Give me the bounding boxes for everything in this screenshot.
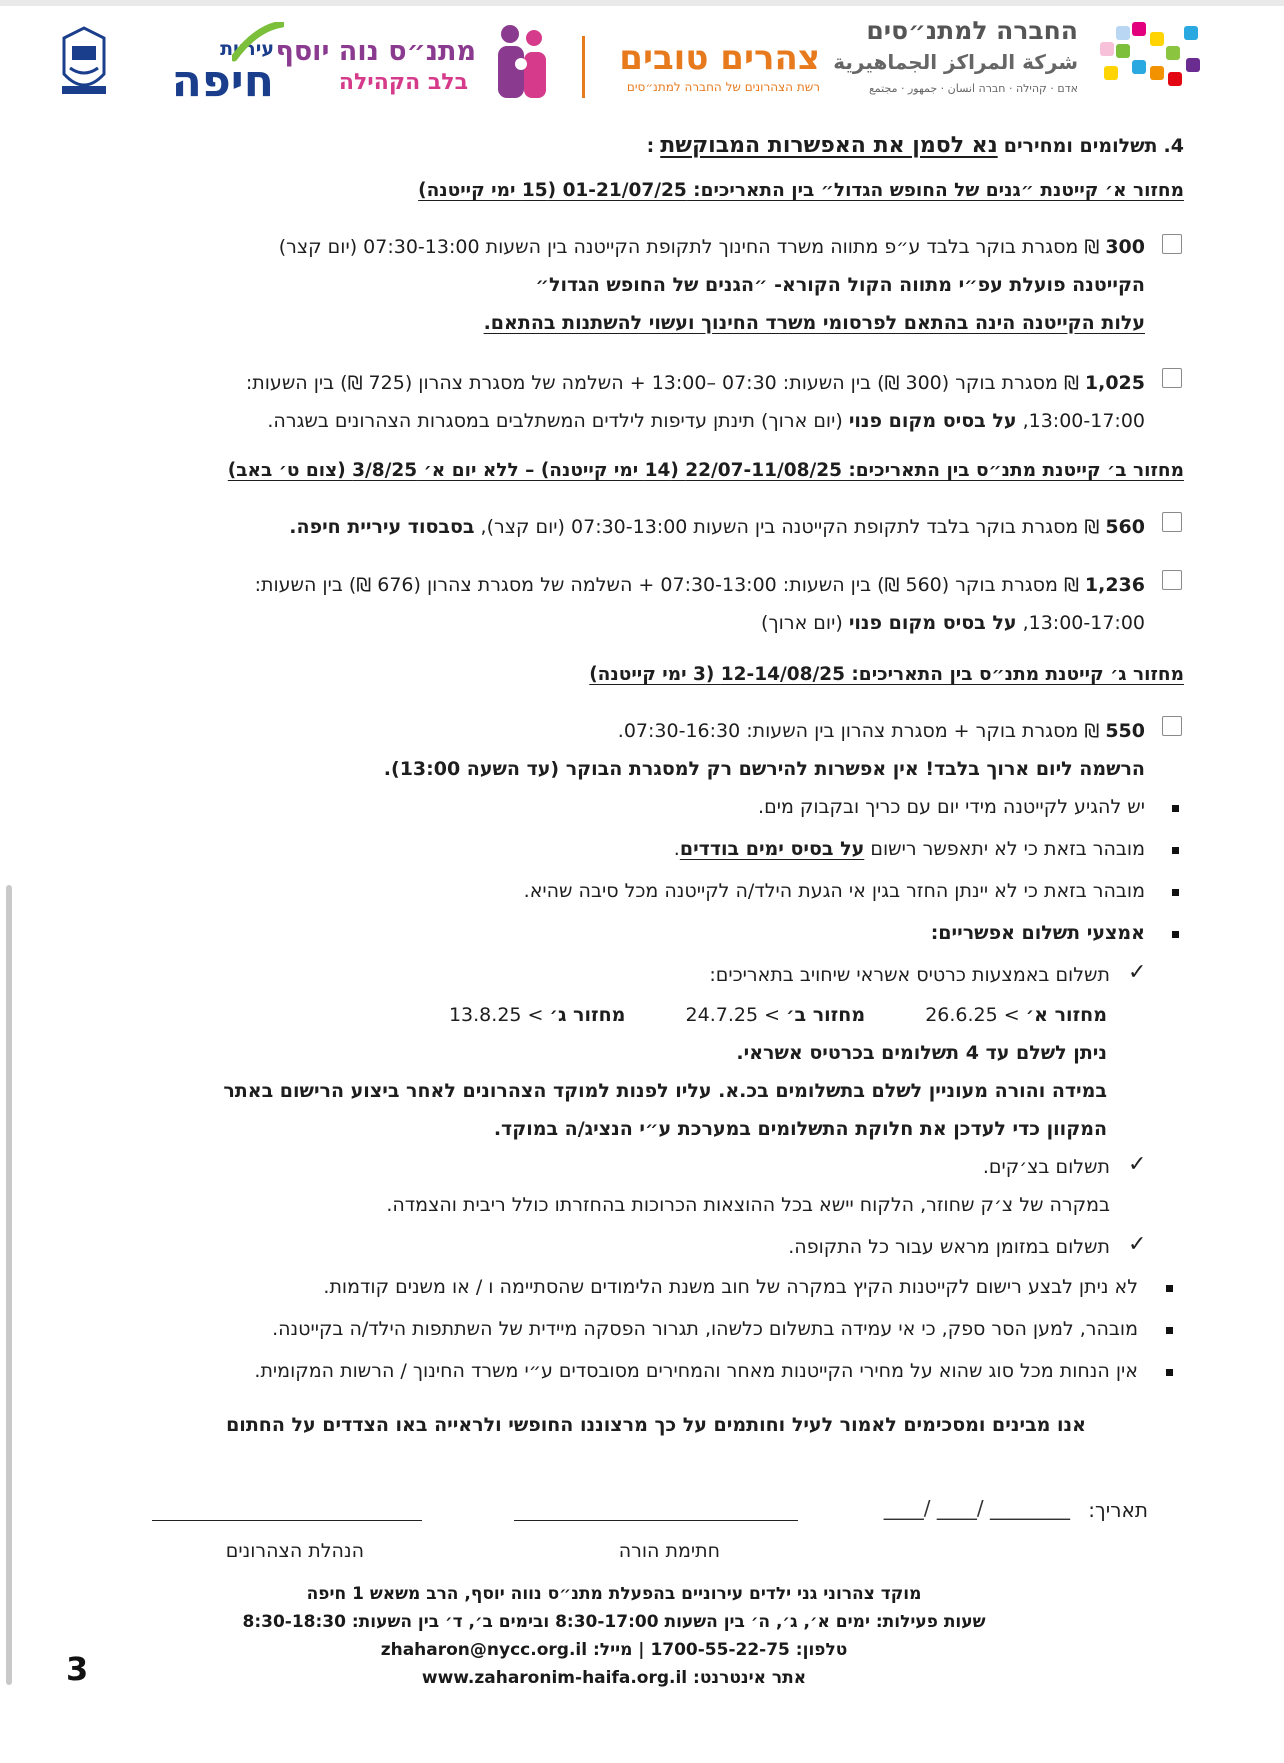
top-edge	[0, 0, 1284, 6]
checks-note: במקרה של צ׳ק שחוזר, הלקוח יישא בכל ההוצאות הכרוכות בהחזרתו כולל ריבית והצמדה.	[386, 1194, 1110, 1216]
cycle-a-option2-priority: (יום ארוך) תינתן עדיפות לילדים המשתלבים במסגרות הצהרונים בשגרה.	[267, 410, 843, 432]
matnas-title: מתנ״ס נוה יוסף	[275, 36, 476, 67]
shekel-icon: ₪	[1084, 720, 1100, 742]
bullet-icon	[1166, 1327, 1173, 1334]
credit-dates	[449, 1004, 1107, 1026]
parent-signature-line[interactable]	[514, 1520, 798, 1521]
cycle-a-option2-vacancy: על בסיס מקום פנוי	[848, 410, 1017, 432]
cycle-b-option2-long-day: (יום ארוך)	[761, 612, 843, 634]
date-blank[interactable]: ________ /____ /____	[883, 1496, 1070, 1520]
cycle-a-option1-note2: עלות הקייטנה הינה בהתאם לפרסומי משרד החינוך ועשוי להשתנות בהתאם.	[483, 312, 1145, 334]
footer-address: מוקד צהרוני גני ילדים עירוניים בהפעלת מתנ״ס נווה יוסף, הרב משאש 1 חיפה	[306, 1584, 922, 1604]
note-payment-failure: מובהר, למען הסר ספק, כי אי עמידה בתשלום כלשהו, תגרור הפסקה מיידית של השתתפות הילד/ה בקייטנה.	[272, 1318, 1138, 1340]
city-name: חיפה	[171, 56, 274, 107]
parent-signature-label: חתימת הורה	[618, 1540, 720, 1562]
city-swoosh-icon	[232, 22, 284, 66]
section-instruction: נא לסמן את האפשרות המבוקשת	[660, 133, 998, 158]
city-small: עיריית	[220, 38, 274, 60]
matnas-figure-icon	[488, 24, 554, 102]
note-period: .	[673, 838, 680, 860]
cycle-c-option1-price: 550	[1105, 720, 1145, 742]
association-title-ar: شركة المراكز الجماهيرية	[833, 50, 1078, 74]
note-no-single-days-b: על בסיס ימים בודדים	[679, 838, 865, 860]
cycle-a-option2	[246, 372, 1145, 394]
association-logo	[1100, 22, 1204, 92]
credit-a-date: > 26.6.25	[925, 1004, 1020, 1026]
bullet-icon	[1172, 889, 1179, 896]
cycle-a-option2-price: 1,025	[1084, 372, 1145, 394]
credit-c-label: מחזור ג׳	[549, 1004, 626, 1026]
checks-title: תשלום בצ׳קים.	[982, 1156, 1110, 1178]
credit-a-label: מחזור א׳	[1025, 1004, 1107, 1026]
note-no-single-days-a: מובהר בזאת כי לא יתאפשר רישום	[870, 838, 1145, 860]
credit-b-date: > 24.7.25	[685, 1004, 781, 1026]
shekel-icon: ₪	[1063, 574, 1079, 596]
cycle-c-title: מחזור ג׳ קייטנת מתנ״ס בין התאריכים: 12-14/08/25 (3 ימי קייטנה)	[589, 664, 1184, 685]
credit-c-date: > 13.8.25	[448, 1004, 544, 1026]
section-number: 4.	[1163, 135, 1184, 157]
cycle-b-option1-price: 560	[1105, 516, 1145, 538]
cycle-b-option2-checkbox[interactable]	[1162, 570, 1182, 590]
city-emblem-icon	[58, 24, 110, 104]
bullet-icon	[1166, 1369, 1173, 1376]
shekel-icon: ₪	[1084, 516, 1100, 538]
cycle-b-option2-vacancy: על בסיס מקום פנוי	[848, 612, 1017, 634]
note-water: יש להגיע לקייטנה מידי יום עם כריך ובקבוק מים.	[758, 796, 1145, 818]
credit-title: תשלום באמצעות כרטיס אשראי שיחויב בתאריכים:	[709, 964, 1110, 986]
association-tagline: אדם · קהילה · חברה انسان · جمهور · مجتمع	[868, 82, 1078, 95]
cycle-b-option1-text: מסגרת בוקר בלבד לתקופת הקייטנה בין השעות 07:30-13:00 (יום קצר),	[480, 516, 1079, 538]
cycle-c-option1-checkbox[interactable]	[1162, 716, 1182, 736]
checkmark-icon: ✓	[1128, 960, 1147, 985]
orange-divider	[582, 36, 585, 98]
zaharim-subtitle: רשת הצהרונים של החברה למתנ״סים	[626, 80, 820, 94]
footer-hours: שעות פעילות: ימים א׳, ג׳, ה׳ בין השעות 8:30-17:00 ובימים ב׳, ד׳ בין השעות: 8:30-18:30	[242, 1612, 986, 1632]
note-no-single-days	[674, 838, 1145, 860]
cash-title: תשלום במזומן מראש עבור כל התקופה.	[788, 1236, 1110, 1258]
cycle-b-option2-line2	[761, 612, 1145, 634]
cycle-c-option1	[618, 720, 1145, 742]
cycle-b-option2-price: 1,236	[1084, 574, 1145, 596]
checkmark-icon: ✓	[1128, 1232, 1147, 1257]
credit-installments: ניתן לשלם עד 4 תשלומים בכרטיס אשראי.	[736, 1042, 1107, 1064]
cycle-a-option2-hours: 13:00-17:00,	[1022, 410, 1145, 432]
bullet-icon	[1172, 847, 1179, 854]
cycle-b-option2-hours: 13:00-17:00,	[1022, 612, 1145, 634]
footer-contact: טלפון: 1700-55-22-75 | מייל: zhaharon@nycc.org.il	[380, 1640, 848, 1660]
cycle-a-title: מחזור א׳ קייטנת ״גנים של החופש הגדול״ בין התאריכים: 01-21/07/25 (15 ימי קייטנה)	[418, 180, 1184, 201]
cycle-b-option1-subsidy: בסבסוד עיריית חיפה.	[289, 516, 475, 538]
cycle-c-option1-text: מסגרת בוקר + מסגרת צהרון בין השעות: 07:30-16:30.	[617, 720, 1079, 742]
section-colon: :	[646, 135, 655, 157]
cycle-a-option1-note1: הקייטנה פועלת עפ״י מתווה הקול הקורא- ״הגנים של החופש הגדול״	[535, 274, 1145, 296]
cycle-b-title: מחזור ב׳ קייטנת מתנ״ס בין התאריכים: 22/07-11/08/25 (14 ימי קייטנה) – ללא יום א׳ 3/8/25 (צום ט׳ באב)	[227, 460, 1184, 481]
cycle-b-option1	[289, 516, 1145, 538]
agreement-statement: אנו מבינים ומסכימים לאמור לעיל וחותמים על כך מרצוננו החופשי ולראייה באו הצדדים על החתום	[226, 1414, 1086, 1436]
cycle-a-option1-checkbox[interactable]	[1162, 234, 1182, 254]
note-no-discounts: אין הנחות מכל סוג שהוא על מחירי הקייטנות מאחר והמחירים מסובסדים ע״י משרד החינוך / הרשות המקומית.	[254, 1360, 1138, 1382]
bullet-icon	[1172, 805, 1179, 812]
cycle-a-option1-text: מסגרת בוקר בלבד ע״פ מתווה משרד החינוך לתקופת הקייטנה בין השעות 07:30-13:00 (יום קצר)	[278, 236, 1079, 258]
note-debt: לא ניתן לבצע רישום לקייטנות הקיץ במקרה של חוב משנת הלימודים שהסתיימה ו / או משנים קודמות.	[323, 1276, 1138, 1298]
section-label: תשלומים ומחירים	[1003, 135, 1158, 157]
note-no-refund: מובהר בזאת כי לא יינתן החזר בגין אי הגעת הילד/ה לקייטנה מכל סיבה שהיא.	[523, 880, 1145, 902]
date-label: תאריך:	[1088, 1498, 1148, 1522]
credit-b-label: מחזור ב׳	[786, 1004, 866, 1026]
cycle-b-option1-checkbox[interactable]	[1162, 512, 1182, 532]
association-title-he: החברה למתנ״סים	[866, 16, 1078, 45]
cycle-a-option1	[279, 236, 1145, 258]
cycle-a-option2-checkbox[interactable]	[1162, 368, 1182, 388]
bullet-icon	[1172, 931, 1179, 938]
cycle-a-option2-text: מסגרת בוקר (300 ₪) בין השעות: 07:30 –13:00 + השלמה של מסגרת צהרון (725 ₪) בין השעות:	[245, 372, 1058, 394]
credit-parent-line2: המקוון כדי לעדכן את חלוקת התשלומים במערכת ע״י הנציג/ה במוקד.	[493, 1118, 1107, 1140]
cycle-a-option1-price: 300	[1105, 236, 1145, 258]
credit-parent-line1: במידה והורה מעוניין לשלם בתשלומים בכ.א. עליו לפנות למוקד הצהרונים לאחר ביצוע הרישום באתר	[223, 1080, 1107, 1102]
cycle-b-option2	[255, 574, 1145, 596]
checkmark-icon: ✓	[1128, 1152, 1147, 1177]
cycle-a-option2-line2	[267, 410, 1145, 432]
matnas-subtitle: בלב הקהילה	[338, 70, 468, 95]
section-heading	[647, 133, 1184, 158]
zaharim-title: צהרים טובים	[619, 38, 820, 78]
shekel-icon: ₪	[1063, 372, 1079, 394]
bullet-icon	[1166, 1285, 1173, 1292]
page-number: 3	[66, 1650, 89, 1688]
note-payment-methods: אמצעי תשלום אפשריים:	[930, 922, 1145, 944]
footer-website: אתר אינטרנט: www.zaharonim-haifa.org.il	[421, 1668, 807, 1688]
cycle-b-option2-text: מסגרת בוקר (560 ₪) בין השעות: 07:30-13:00 + השלמה של מסגרת צהרון (676 ₪) בין השעות:	[254, 574, 1058, 596]
shekel-icon: ₪	[1084, 236, 1100, 258]
management-signature-line[interactable]	[152, 1520, 422, 1521]
scrollbar[interactable]	[6, 885, 12, 1685]
management-signature-label: הנהלת הצהרונים	[225, 1540, 364, 1562]
cycle-c-long-day-note: הרשמה ליום ארוך בלבד! אין אפשרות להירשם רק למסגרת הבוקר (עד השעה 13:00).	[383, 758, 1145, 780]
